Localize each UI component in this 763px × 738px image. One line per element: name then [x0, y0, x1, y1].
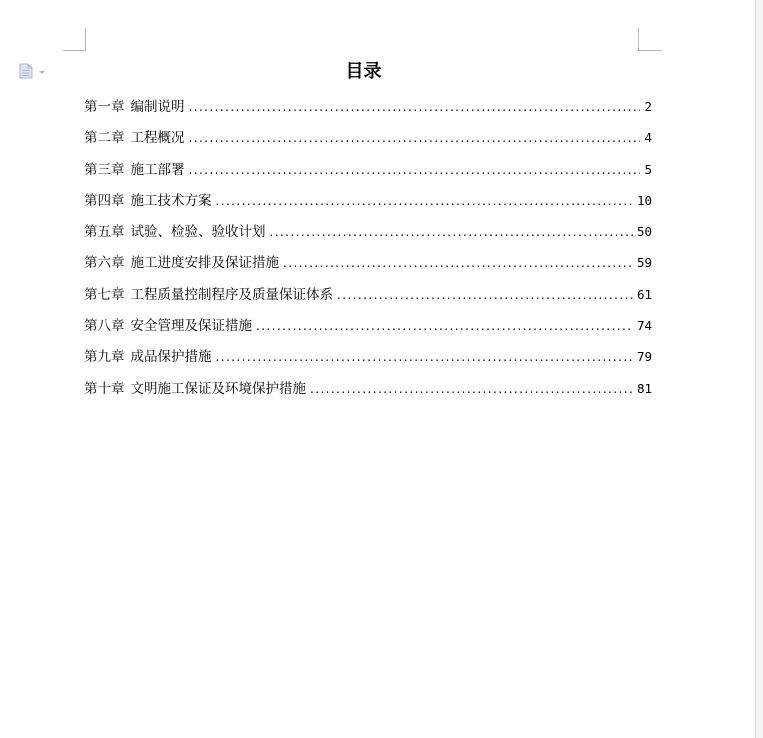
toc-entry[interactable]: [84, 253, 652, 284]
toc-leader-dots: [189, 128, 641, 148]
toc-chapter-title: 文明施工保证及环境保护措施: [130, 380, 306, 397]
toc-chapter-title: 工程概况: [130, 130, 185, 147]
toc-page-number: 2: [644, 99, 652, 114]
toc-entry[interactable]: [84, 160, 652, 191]
toc-leader-dots: [189, 97, 641, 117]
toc-chapter-number: 第八章: [84, 318, 125, 335]
table-of-contents: [84, 97, 652, 410]
toc-entry[interactable]: [84, 347, 652, 378]
toc-chapter-number: 第六章: [84, 255, 125, 272]
toc-chapter-number: 第四章: [84, 192, 125, 209]
toc-leader-dots: [283, 253, 633, 273]
toc-page-number: 4: [644, 130, 652, 146]
toc-chapter-number: 第九章: [84, 349, 125, 366]
toc-leader-dots: [216, 347, 633, 367]
toc-leader-dots: [216, 191, 633, 211]
toc-entry[interactable]: [84, 191, 652, 222]
toc-chapter-number: 第二章: [84, 130, 125, 147]
toc-chapter-number: 第十章: [84, 380, 125, 397]
toc-entry[interactable]: [84, 285, 652, 316]
toc-chapter-number: 第七章: [84, 286, 125, 303]
toc-page-number: 59: [636, 255, 652, 271]
toc-leader-dots: [256, 316, 633, 336]
toc-chapter-title: 成品保护措施: [130, 349, 212, 366]
toc-page-number: 5: [644, 161, 652, 177]
toc-page-number: 50: [636, 224, 652, 240]
toc-page-number: 81: [636, 380, 652, 396]
toc-leader-dots: [337, 285, 633, 305]
toc-leader-dots: [189, 160, 641, 180]
toc-page-number: 74: [636, 318, 652, 334]
toc-page-number: 79: [636, 349, 652, 365]
toc-chapter-title: 试验、检验、验收计划: [130, 224, 266, 241]
toc-chapter-number: 第一章: [84, 99, 125, 115]
toc-chapter-title: 施工部署: [130, 161, 185, 178]
toc-chapter-title: 工程质量控制程序及质量保证体系: [130, 286, 333, 303]
crop-mark-top-left: [63, 50, 86, 51]
crop-mark-top-right: [638, 50, 662, 51]
toc-chapter-number: 第五章: [84, 224, 125, 241]
toc-entry[interactable]: [84, 316, 652, 347]
toc-chapter-title: 施工技术方案: [130, 192, 212, 209]
toc-entry[interactable]: [84, 97, 652, 128]
toc-chapter-title: 安全管理及保证措施: [130, 318, 252, 335]
crop-mark-top-right: [638, 28, 639, 50]
page-edge-shadow: [755, 0, 763, 738]
toc-leader-dots: [270, 222, 633, 242]
toc-entry[interactable]: [84, 222, 652, 253]
toc-chapter-number: 第三章: [84, 161, 125, 178]
toc-page-number: 61: [636, 286, 652, 302]
toc-title: 目录: [345, 61, 382, 82]
toc-leader-dots: [310, 379, 633, 399]
toc-page-number: 10: [636, 192, 652, 208]
crop-mark-top-left: [85, 28, 86, 50]
toc-chapter-title: 施工进度安排及保证措施: [130, 255, 279, 272]
toc-entry[interactable]: [84, 379, 652, 410]
toc-chapter-title: 编制说明: [130, 99, 185, 115]
toc-entry[interactable]: [84, 128, 652, 159]
